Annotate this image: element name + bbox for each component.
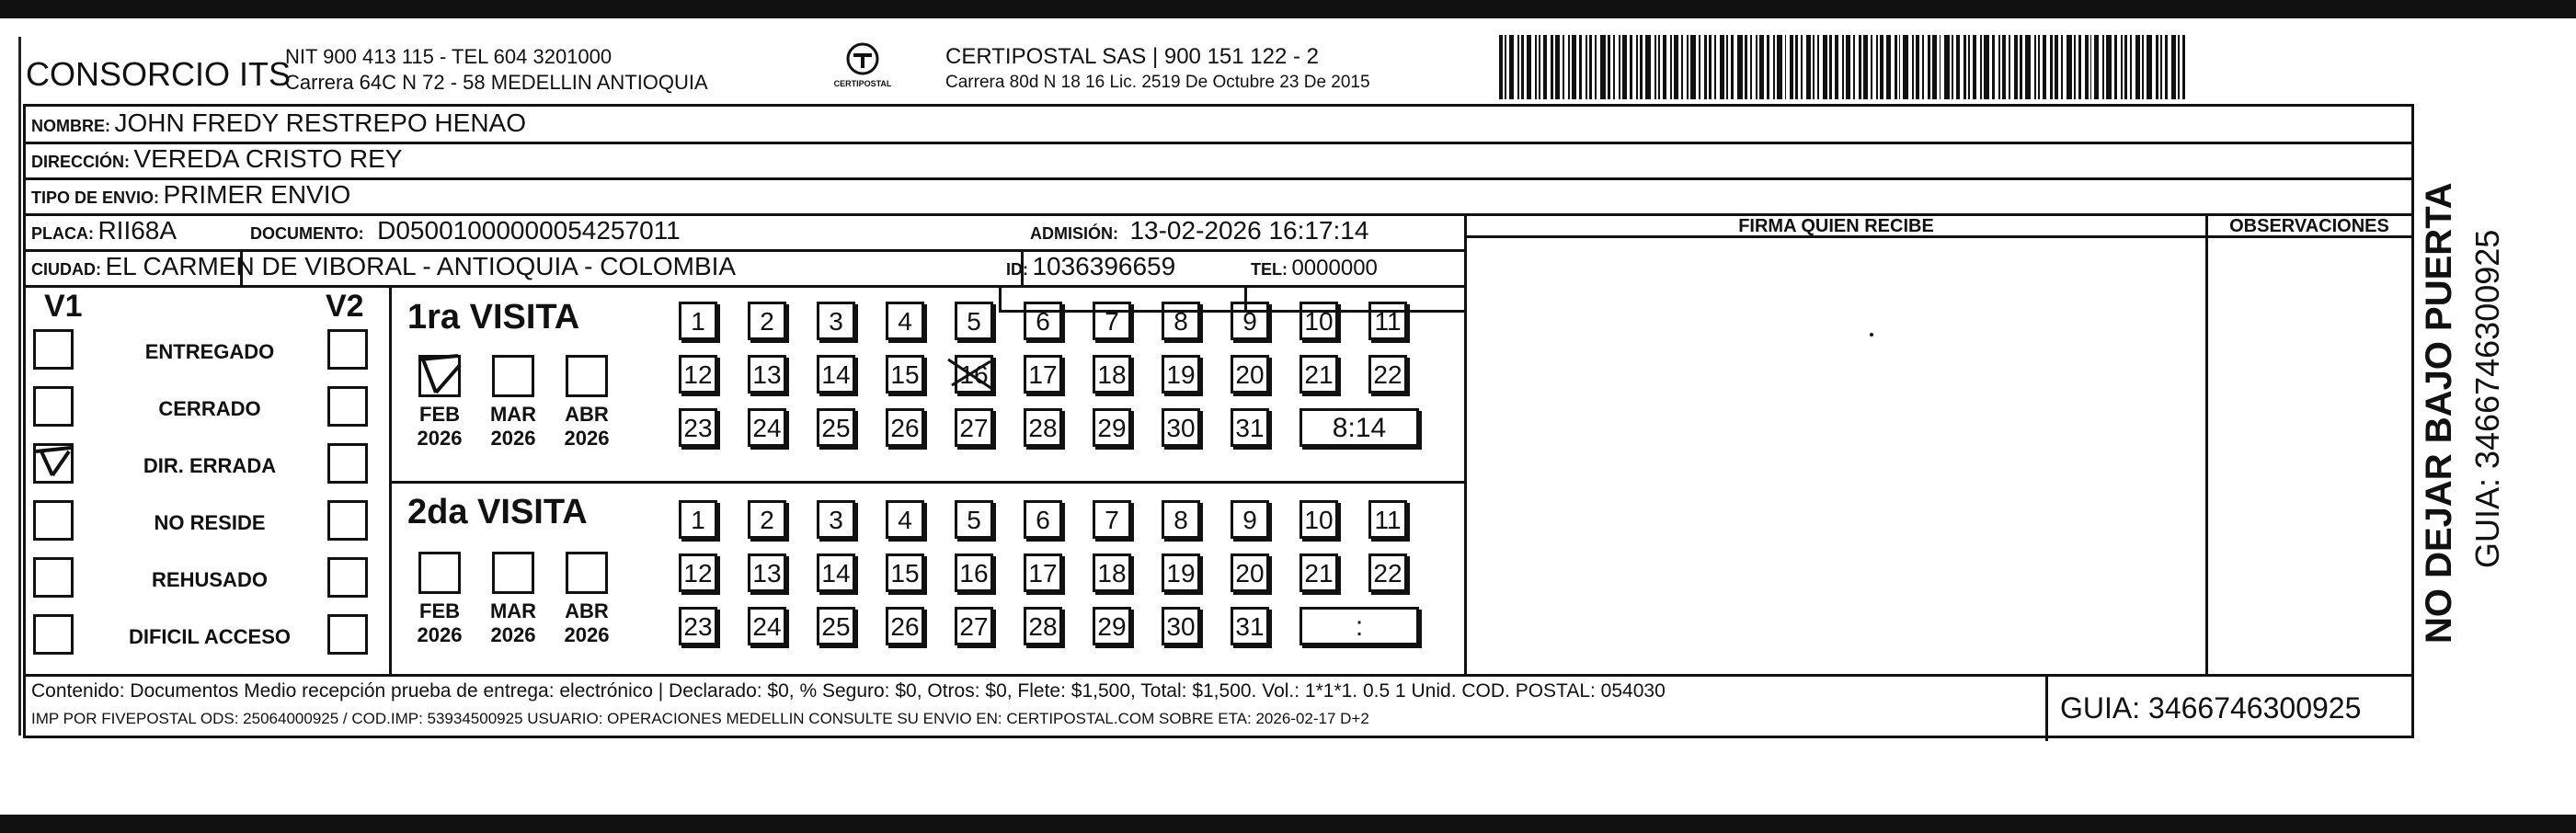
second-visit-day-8[interactable]: 8: [1162, 500, 1200, 539]
second-visit-month-label-abr: [555, 599, 619, 647]
documento-label: DOCUMENTO:: [250, 224, 364, 243]
first-visit-month-label-mar: [481, 403, 545, 451]
first-visit-month-box-feb[interactable]: [418, 355, 461, 397]
barcode-bar: [1876, 35, 1878, 99]
barcode-bar: [1586, 35, 1587, 99]
left-edge-line: [18, 37, 21, 736]
month-year: 2026: [564, 623, 610, 646]
first-visit-day-15[interactable]: 15: [886, 355, 924, 394]
admision-field: [1030, 216, 1368, 245]
contenido-line: Contenido: Documentos Medio recepción prueba de entrega: electrónico | Declarado: $0, % Seguro: $0, Otros: $0, Flete: $1,500, Total: $1,500. Vol.: 1*1*1. 0.5 1 Unid. COD. POSTAL: 054030: [31, 680, 1666, 702]
barcode-bar: [1670, 35, 1673, 99]
barcode-bar: [1952, 35, 1953, 99]
barcode-bar: [1956, 35, 1960, 99]
placa-value: RII68A: [97, 216, 177, 245]
barcode-bar: [1551, 35, 1553, 99]
first-visit-month-label-abr: [555, 403, 619, 451]
first-visit-day-24[interactable]: 24: [748, 408, 786, 447]
barcode-bar: [1992, 35, 1995, 99]
second-visit-day-21[interactable]: 21: [1299, 553, 1338, 592]
barcode-bar: [1903, 35, 1908, 99]
barcode-bar: [1777, 35, 1782, 99]
barcode-bar: [2085, 35, 2089, 99]
barcode-bar: [1517, 35, 1519, 99]
barcode-bar: [2090, 35, 2092, 99]
status-label-rehusado: REHUSADO: [152, 568, 268, 591]
barcode-bar: [1654, 35, 1656, 99]
v1-checkbox-dir-errada[interactable]: [33, 443, 74, 484]
second-visit-day-15[interactable]: 15: [886, 553, 924, 592]
v1-checkbox-dificil-acceso[interactable]: [33, 614, 74, 655]
barcode-bar: [1984, 35, 1989, 99]
barcode-bar: [1636, 35, 1638, 99]
second-visit-day-30[interactable]: 30: [1162, 607, 1200, 645]
carrier-details: [945, 44, 1370, 96]
barcode-bar: [1859, 35, 1861, 99]
barcode-bar: [2014, 35, 2019, 99]
first-visit-day-11[interactable]: 11: [1368, 302, 1407, 340]
barcode-bar: [2147, 35, 2152, 99]
barcode-bar: [1790, 35, 1793, 99]
ciudad-label: CIUDAD:: [31, 260, 101, 279]
guia-box-value: GUIA: 3466746300925: [2060, 691, 2362, 725]
barcode-bar: [2009, 35, 2010, 99]
barcode-bar: [1829, 35, 1832, 99]
company-name: CONSORCIO ITS: [26, 55, 292, 93]
no-dejar-warning: NO DEJAR BAJO PUERTA: [2419, 182, 2459, 644]
first-visit-day-29[interactable]: 29: [1093, 408, 1131, 447]
side-guia: GUIA: 3466746300925: [2468, 229, 2506, 568]
barcode-bar: [1785, 35, 1787, 99]
barcode-bar: [1886, 35, 1891, 99]
second-visit-hour-box[interactable]: :: [1299, 607, 1419, 645]
documento-value: D05001000000054257011: [377, 216, 681, 245]
direccion-field: [31, 144, 402, 174]
status-label-cerrado: CERRADO: [158, 397, 261, 420]
month-year: 2026: [490, 623, 536, 646]
first-visit-day-13[interactable]: 13: [748, 355, 786, 394]
second-visit-month-box-abr[interactable]: [566, 552, 608, 594]
second-visit-day-25[interactable]: 25: [817, 607, 855, 645]
barcode-bar: [1795, 35, 1798, 99]
second-visit-month-label-feb: [407, 599, 472, 647]
first-visit-month-box-mar[interactable]: [492, 355, 534, 397]
barcode-bar: [1658, 35, 1660, 99]
second-visit-title: 2da VISITA: [407, 493, 588, 531]
barcode-bar: [1853, 35, 1855, 99]
barcode-bar: [1912, 35, 1914, 99]
direccion-label: DIRECCIÓN:: [31, 153, 130, 171]
barcode-bar: [1922, 35, 1924, 99]
second-visit-day-10[interactable]: 10: [1299, 500, 1338, 539]
barcode-bar: [1973, 35, 1977, 99]
barcode-bar: [1608, 35, 1610, 99]
direccion-value: VEREDA CRISTO REY: [133, 144, 403, 173]
first-visit-day-14[interactable]: 14: [817, 355, 855, 394]
top-edge-bar: [0, 0, 2576, 18]
barcode-bar: [2156, 35, 2158, 99]
admision-label: ADMISIÓN:: [1030, 224, 1118, 243]
barcode-bar: [1499, 35, 1503, 99]
barcode-bar: [1640, 35, 1643, 99]
first-visit-day-22[interactable]: 22: [1368, 355, 1407, 394]
barcode-bar: [2121, 35, 2123, 99]
month-name: ABR: [565, 403, 609, 426]
barcode-bar: [1613, 35, 1615, 99]
month-year: 2026: [564, 427, 610, 450]
first-visit-day-9[interactable]: 9: [1231, 302, 1269, 340]
barcode-bar: [1527, 35, 1531, 99]
barcode-bar: [2094, 35, 2099, 99]
documento-field: [250, 216, 681, 245]
status-label-entregado: ENTREGADO: [144, 340, 275, 363]
second-visit-day-16[interactable]: 16: [955, 553, 993, 592]
ciudad-field: [31, 252, 736, 281]
barcode-bar: [1645, 35, 1651, 99]
barcode-bar: [1963, 35, 1966, 99]
barcode-bar: [1940, 35, 1941, 99]
second-visit-day-5[interactable]: 5: [955, 500, 993, 539]
first-visit-day-25[interactable]: 25: [817, 408, 855, 447]
handwritten-cross-mark: [945, 354, 1000, 396]
v2-checkbox-no-reside[interactable]: [327, 500, 368, 541]
first-visit-day-2[interactable]: 2: [748, 302, 786, 340]
barcode-bar: [1932, 35, 1937, 99]
v2-checkbox-cerrado[interactable]: [327, 386, 368, 427]
barcode-bar: [1842, 35, 1844, 99]
status-label-dificil-acceso: DIFICIL ACCESO: [128, 625, 291, 648]
company-address-line: Carrera 64C N 72 - 58 MEDELLIN ANTIOQUIA: [285, 71, 708, 94]
barcode-bar: [2074, 35, 2076, 99]
month-name: MAR: [489, 403, 537, 426]
first-visit-day-20[interactable]: 20: [1231, 355, 1269, 394]
placa-label: PLACA:: [31, 224, 94, 243]
first-visit-day-16[interactable]: 16: [955, 355, 993, 394]
barcode-bar: [2171, 35, 2176, 99]
barcode-bar: [1980, 35, 1982, 99]
barcode-bar: [1622, 35, 1627, 99]
bottom-edge-bar: [0, 815, 2576, 833]
second-visit-day-23[interactable]: 23: [679, 607, 717, 645]
first-visit-day-4[interactable]: 4: [886, 302, 924, 340]
v2-checkbox-rehusado[interactable]: [327, 557, 368, 598]
second-visit-day-28[interactable]: 28: [1024, 607, 1062, 645]
barcode-bar: [2130, 35, 2132, 99]
barcode-bar: [2020, 35, 2022, 99]
first-visit-day-26[interactable]: 26: [886, 408, 924, 447]
id-value: 1036396659: [1032, 252, 1176, 280]
second-visit-day-7[interactable]: 7: [1093, 500, 1131, 539]
tel-label: TEL:: [1251, 260, 1288, 279]
barcode-bar: [1595, 35, 1597, 99]
first-visit-day-12[interactable]: 12: [679, 355, 717, 394]
barcode-bar: [1745, 35, 1748, 99]
nombre-label: NOMBRE:: [31, 117, 110, 135]
guide-form: [23, 104, 2414, 738]
admision-value: 13-02-2026 16:17:14: [1129, 216, 1369, 245]
barcode-bar: [1579, 35, 1582, 99]
barcode-bar: [1630, 35, 1633, 99]
v2-checkbox-dir-errada[interactable]: [327, 443, 368, 484]
second-visit-day-18[interactable]: 18: [1093, 553, 1131, 592]
barcode-bar: [1543, 35, 1547, 99]
id-label: ID:: [1006, 260, 1028, 279]
barcode-bar: [1968, 35, 1970, 99]
second-visit-day-1[interactable]: 1: [679, 500, 717, 539]
barcode-bar: [2078, 35, 2081, 99]
second-visit-day-6[interactable]: 6: [1024, 500, 1062, 539]
v1-checkbox-cerrado[interactable]: [33, 386, 74, 427]
second-visit-month-box-feb[interactable]: [418, 552, 461, 594]
barcode-bar: [1714, 35, 1716, 99]
barcode-bar: [1756, 35, 1757, 99]
second-visit-day-3[interactable]: 3: [817, 500, 855, 539]
barcode-bar: [1899, 35, 1901, 99]
barcode-bar: [1589, 35, 1593, 99]
barcode-bar: [2165, 35, 2169, 99]
tel-value: 0000000: [1291, 256, 1378, 280]
handwritten-check-mark: [418, 352, 465, 400]
ciudad-value: EL CARMEN DE VIBORAL - ANTIOQUIA - COLOMBIA: [105, 252, 737, 280]
second-visit-day-31[interactable]: 31: [1231, 607, 1269, 645]
barcode-bar: [2102, 35, 2104, 99]
v2-checkbox-entregado[interactable]: [327, 329, 368, 370]
barcode-bar: [1737, 35, 1743, 99]
barcode-bar: [1846, 35, 1850, 99]
barcode-bar: [1767, 35, 1769, 99]
first-visit-title: 1ra VISITA: [407, 298, 580, 337]
first-visit-month-box-abr[interactable]: [566, 355, 608, 397]
tel-field: [1251, 256, 1378, 281]
first-visit-day-28[interactable]: 28: [1024, 408, 1062, 447]
v1-label: V1: [44, 289, 83, 324]
month-name: MAR: [489, 599, 537, 622]
first-visit-day-23[interactable]: 23: [679, 408, 717, 447]
status-label-dir-errada: DIR. ERRADA: [143, 454, 277, 477]
barcode-bar: [1773, 35, 1775, 99]
v2-label: V2: [326, 289, 364, 324]
second-visit-day-22[interactable]: 22: [1368, 553, 1407, 592]
second-visit-day-12[interactable]: 12: [679, 553, 717, 592]
barcode-bar: [2038, 35, 2040, 99]
nombre-value: JOHN FREDY RESTREPO HENAO: [114, 108, 527, 137]
tipo-envio-value: PRIMER ENVIO: [163, 180, 351, 209]
month-name: FEB: [419, 599, 460, 622]
first-visit-day-6[interactable]: 6: [1024, 302, 1062, 340]
first-visit-day-8[interactable]: 8: [1162, 302, 1200, 340]
barcode-bar: [1944, 35, 1950, 99]
second-visit-day-4[interactable]: 4: [886, 500, 924, 539]
barcode-bar: [1806, 35, 1811, 99]
barcode-bar: [1555, 35, 1561, 99]
second-visit-day-19[interactable]: 19: [1162, 553, 1200, 592]
barcode-bar: [1863, 35, 1869, 99]
second-visit-day-20[interactable]: 20: [1231, 553, 1269, 592]
first-visit-hour-box[interactable]: 8:14: [1299, 408, 1419, 447]
second-visit-day-24[interactable]: 24: [748, 607, 786, 645]
v1-checkbox-entregado[interactable]: [33, 329, 74, 370]
second-visit-day-26[interactable]: 26: [886, 607, 924, 645]
barcode-bar: [1817, 35, 1819, 99]
barcode-bar: [2124, 35, 2128, 99]
barcode-bar: [1916, 35, 1919, 99]
barcode-bar: [2043, 35, 2046, 99]
barcode-bar: [1539, 35, 1540, 99]
handwritten-check-mark: [32, 442, 84, 483]
first-visit-day-7[interactable]: 7: [1093, 302, 1131, 340]
first-visit-day-1[interactable]: 1: [679, 302, 717, 340]
second-visit-day-27[interactable]: 27: [955, 607, 993, 645]
observaciones-header: OBSERVACIONES: [2229, 216, 2389, 236]
second-visit-month-label-mar: [481, 599, 545, 647]
barcode-bar: [1998, 35, 2000, 99]
barcode-bar: [1709, 35, 1712, 99]
barcode-bar: [2061, 35, 2063, 99]
barcode-bar: [2050, 35, 2053, 99]
barcode-bar: [2182, 35, 2185, 99]
barcode-bar: [1928, 35, 1930, 99]
first-visit-day-21[interactable]: 21: [1299, 355, 1338, 394]
barcode-bar: [1681, 35, 1683, 99]
v1-checkbox-no-reside[interactable]: [33, 500, 74, 541]
first-visit-day-18[interactable]: 18: [1093, 355, 1131, 394]
stray-dot: [1870, 333, 1873, 337]
first-visit-day-3[interactable]: 3: [817, 302, 855, 340]
barcode-bar: [1759, 35, 1764, 99]
second-visit-day-11[interactable]: 11: [1368, 500, 1407, 539]
firma-header: FIRMA QUIEN RECIBE: [1738, 216, 1934, 236]
first-visit-day-17[interactable]: 17: [1024, 355, 1062, 394]
barcode-bar: [1505, 35, 1506, 99]
barcode-bar: [1726, 35, 1728, 99]
first-visit-day-27[interactable]: 27: [955, 408, 993, 447]
first-visit-month-label-feb: [407, 403, 472, 451]
barcode-bar: [1572, 35, 1576, 99]
barcode-bar: [1731, 35, 1734, 99]
status-label-no-reside: NO RESIDE: [154, 511, 266, 534]
id-field: [1006, 252, 1175, 281]
month-name: ABR: [565, 599, 609, 622]
month-year: 2026: [417, 427, 463, 450]
barcode-bar: [1895, 35, 1897, 99]
second-visit-day-2[interactable]: 2: [748, 500, 786, 539]
second-visit-day-17[interactable]: 17: [1024, 553, 1062, 592]
barcode-bar: [1699, 35, 1700, 99]
nombre-field: [31, 108, 526, 138]
tipo-envio-label: TIPO DE ENVIO:: [31, 188, 160, 207]
barcode-bar: [1663, 35, 1666, 99]
barcode-bar: [2106, 35, 2112, 99]
tipo-envio-field: [31, 180, 350, 210]
barcode-bar: [1690, 35, 1696, 99]
certipostal-logo: [828, 37, 898, 101]
first-visit-day-5[interactable]: 5: [955, 302, 993, 340]
barcode-bar: [2025, 35, 2031, 99]
barcode-bar: [1813, 35, 1815, 99]
first-visit-day-10[interactable]: 10: [1299, 302, 1338, 340]
v1-checkbox-rehusado[interactable]: [33, 557, 74, 598]
placa-field: [31, 216, 177, 245]
license-line: Carrera 80d N 18 16 Lic. 2519 De Octubre 23 De 2015: [945, 73, 1370, 92]
barcode-bar: [2034, 35, 2036, 99]
barcode-bar: [1704, 35, 1707, 99]
month-name: FEB: [419, 403, 460, 426]
company-details: [285, 44, 708, 96]
second-visit-month-box-mar[interactable]: [492, 552, 534, 594]
second-visit-day-14[interactable]: 14: [817, 553, 855, 592]
second-visit-day-13[interactable]: 13: [748, 553, 786, 592]
barcode-bar: [2178, 35, 2180, 99]
month-year: 2026: [417, 623, 463, 646]
barcode-bar: [1871, 35, 1872, 99]
first-visit-day-19[interactable]: 19: [1162, 355, 1200, 394]
first-visit-day-31[interactable]: 31: [1231, 408, 1269, 447]
barcode-bar: [1535, 35, 1537, 99]
barcode: [1499, 35, 2189, 99]
barcode-bar: [1720, 35, 1724, 99]
barcode-bar: [1563, 35, 1564, 99]
v2-checkbox-dificil-acceso[interactable]: [327, 614, 368, 655]
logo-text: CERTIPOSTAL: [833, 79, 892, 88]
barcode-bar: [1600, 35, 1606, 99]
barcode-bar: [1823, 35, 1828, 99]
barcode-bar: [2055, 35, 2059, 99]
barcode-bar: [2002, 35, 2006, 99]
barcode-bar: [1521, 35, 1524, 99]
barcode-bar: [1509, 35, 1515, 99]
imp-line: IMP POR FIVEPOSTAL ODS: 25064000925 / COD.IMP: 53934500925 USUARIO: OPERACIONES MEDELLIN CONSULTE SU ENVIO EN: CERTIPOSTAL.COM SOBRE ETA: 2026-02-17 D+2: [31, 710, 1369, 727]
barcode-bar: [1568, 35, 1570, 99]
barcode-bar: [2160, 35, 2162, 99]
barcode-bar: [1750, 35, 1752, 99]
barcode-bar: [2135, 35, 2140, 99]
barcode-bar: [2067, 35, 2072, 99]
second-visit-day-9[interactable]: 9: [1231, 500, 1269, 539]
company-nit-line: NIT 900 413 115 - TEL 604 3201000: [285, 45, 613, 68]
barcode-bar: [1674, 35, 1678, 99]
second-visit-day-29[interactable]: 29: [1093, 607, 1131, 645]
barcode-bar: [2142, 35, 2144, 99]
barcode-bar: [1835, 35, 1838, 99]
first-visit-day-30[interactable]: 30: [1162, 408, 1200, 447]
carrier-line: CERTIPOSTAL SAS | 900 151 122 - 2: [945, 44, 1319, 69]
barcode-bar: [1880, 35, 1883, 99]
barcode-bar: [2114, 35, 2117, 99]
barcode-bar: [1687, 35, 1689, 99]
month-year: 2026: [490, 427, 536, 450]
barcode-bar: [1801, 35, 1803, 99]
barcode-bar: [1619, 35, 1620, 99]
